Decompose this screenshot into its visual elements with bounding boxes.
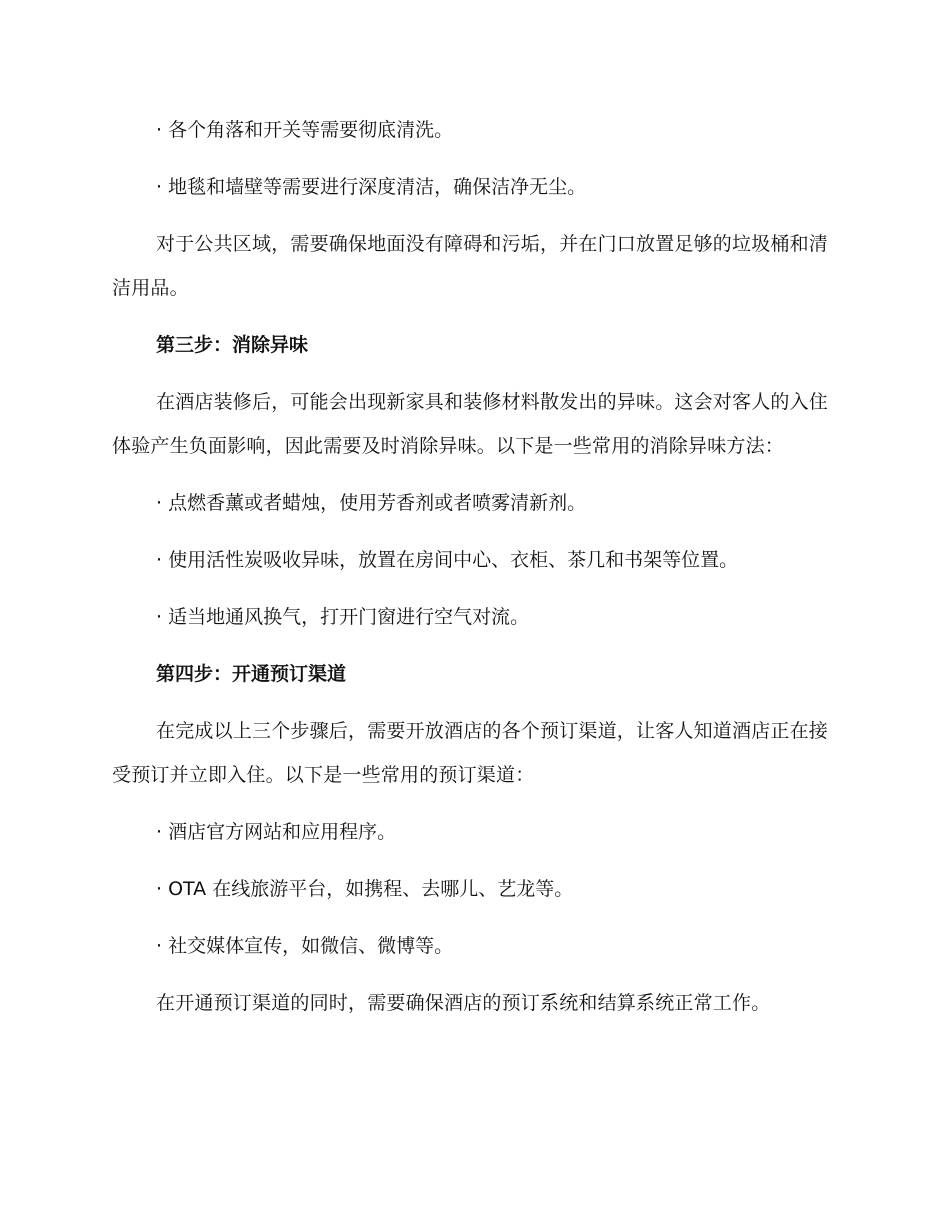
paragraph: 在完成以上三个步骤后，需要开放酒店的各个预订渠道，让客人知道酒店正在接受预订并立即入住。以下是一些常用的预订渠道： (112, 720, 829, 786)
bullet-item: · 适当地通风换气，打开门窗进行空气对流。 (156, 606, 530, 628)
section-heading: 第三步：消除异味 (156, 334, 309, 356)
paragraph: 在开通预订渠道的同时，需要确保酒店的预订系统和结算系统正常工作。 (156, 992, 771, 1014)
bullet-item: · 各个角落和开关等需要彻底清洗。 (156, 119, 454, 141)
bullet-item: · 使用活性炭吸收异味，放置在房间中心、衣柜、茶几和书架等位置。 (156, 549, 739, 571)
paragraph: 对于公共区域，需要确保地面没有障碍和污垢，并在门口放置足够的垃圾桶和清洁用品。 (112, 233, 829, 299)
bullet-item: · 地毯和墙壁等需要进行深度清洁，确保洁净无尘。 (156, 176, 587, 198)
document-body (112, 108, 832, 1038)
bullet-item: · OTA 在线旅游平台，如携程、去哪儿、艺龙等。 (156, 878, 574, 900)
section-heading: 第四步：开通预订渠道 (156, 663, 347, 685)
bullet-item: · 点燃香薰或者蜡烛，使用芳香剂或者喷雾清新剂。 (156, 492, 587, 514)
bullet-item: · 酒店官方网站和应用程序。 (156, 821, 397, 843)
paragraph: 在酒店装修后，可能会出现新家具和装修材料散发出的异味。这会对客人的入住体验产生负面影响，因此需要及时消除异味。以下是一些常用的消除异味方法： (112, 391, 829, 457)
bullet-item: · 社交媒体宣传，如微信、微博等。 (156, 935, 454, 957)
